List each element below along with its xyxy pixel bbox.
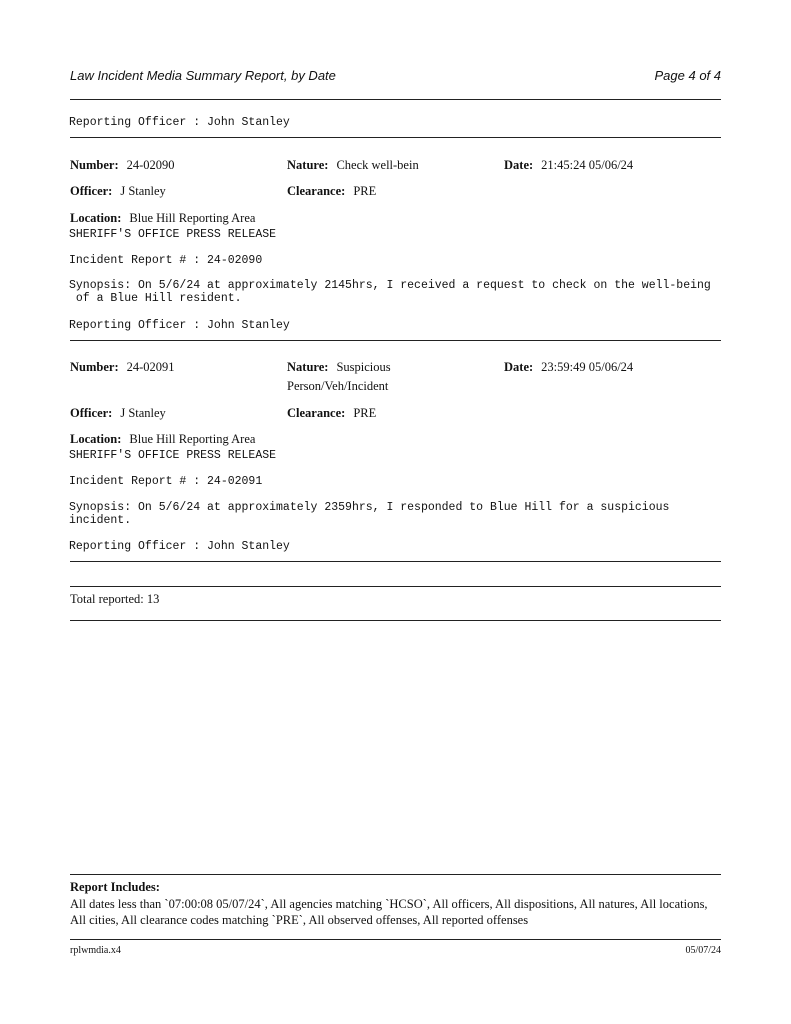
divider	[70, 561, 721, 562]
date-label: Date:	[504, 360, 534, 374]
divider	[70, 586, 721, 587]
divider	[70, 137, 721, 138]
number-label: Number:	[70, 158, 119, 172]
divider	[70, 620, 721, 621]
location-label: Location:	[70, 211, 122, 225]
footer-divider	[70, 939, 721, 940]
location-value: Blue Hill Reporting Area	[129, 432, 256, 446]
officer-label: Officer:	[70, 406, 113, 420]
report-title: Law Incident Media Summary Report, by Date	[70, 68, 336, 83]
date-value: 23:59:49 05/06/24	[541, 360, 634, 374]
number-value: 24-02090	[126, 158, 175, 172]
top-reporting-officer: Reporting Officer : John Stanley	[69, 116, 290, 129]
page-header	[70, 68, 721, 86]
incident-nature	[287, 156, 419, 175]
clearance-label: Clearance:	[287, 406, 346, 420]
officer-label: Officer:	[70, 184, 113, 198]
synopsis-line-1: Synopsis: On 5/6/24 at approximately 2359hrs, I responded to Blue Hill for a suspicious	[69, 501, 670, 514]
incident-number	[70, 358, 175, 377]
footer-filename: rplwmdia.x4	[70, 945, 121, 956]
divider	[70, 340, 721, 341]
synopsis-line-1: Synopsis: On 5/6/24 at approximately 2145hrs, I received a request to check on the well-being	[69, 279, 711, 292]
divider	[70, 874, 721, 875]
page-number: Page 4 of 4	[654, 68, 721, 83]
press-release-line: SHERIFF'S OFFICE PRESS RELEASE	[69, 228, 277, 241]
total-reported: Total reported: 13	[70, 592, 160, 606]
clearance-value: PRE	[353, 184, 377, 198]
incident-number	[70, 156, 175, 175]
report-includes-text: All dates less than `07:00:08 05/07/24`, All agencies matching `HCSO`, All officers, All dispositions, All natures, All locations, All cities, All clearance codes matching `PRE`, All observed offenses, All reported offenses	[70, 897, 708, 927]
incident-date	[504, 156, 633, 175]
date-value: 21:45:24 05/06/24	[541, 158, 634, 172]
location-value: Blue Hill Reporting Area	[129, 211, 256, 225]
incident-location	[70, 430, 255, 449]
nature-value: Suspicious	[336, 360, 391, 374]
officer-value: J Stanley	[120, 184, 166, 198]
press-release-line: SHERIFF'S OFFICE PRESS RELEASE	[69, 449, 277, 462]
incident-nature	[287, 358, 391, 377]
incident-location	[70, 209, 255, 228]
nature-label: Nature:	[287, 158, 329, 172]
incident-clearance	[287, 182, 376, 201]
nature-value: Check well-bein	[336, 158, 419, 172]
synopsis-line-2: incident.	[69, 514, 132, 527]
nature-value-continued: Person/Veh/Incident	[287, 379, 389, 393]
date-label: Date:	[504, 158, 534, 172]
footer-date: 05/07/24	[685, 945, 721, 956]
number-label: Number:	[70, 360, 119, 374]
reporting-officer: Reporting Officer : John Stanley	[69, 319, 290, 332]
synopsis-line-2: of a Blue Hill resident.	[69, 292, 242, 305]
incident-officer	[70, 404, 166, 423]
incident-officer	[70, 182, 166, 201]
incident-report-number: Incident Report # : 24-02091	[69, 475, 263, 488]
incident-report-number: Incident Report # : 24-02090	[69, 254, 263, 267]
nature-label: Nature:	[287, 360, 329, 374]
incident-clearance	[287, 404, 376, 423]
clearance-label: Clearance:	[287, 184, 346, 198]
location-label: Location:	[70, 432, 122, 446]
reporting-officer: Reporting Officer : John Stanley	[69, 540, 290, 553]
report-includes-title: Report Includes:	[70, 880, 160, 894]
number-value: 24-02091	[126, 360, 175, 374]
header-divider	[70, 99, 721, 100]
officer-value: J Stanley	[120, 406, 166, 420]
clearance-value: PRE	[353, 406, 377, 420]
incident-date	[504, 358, 633, 377]
